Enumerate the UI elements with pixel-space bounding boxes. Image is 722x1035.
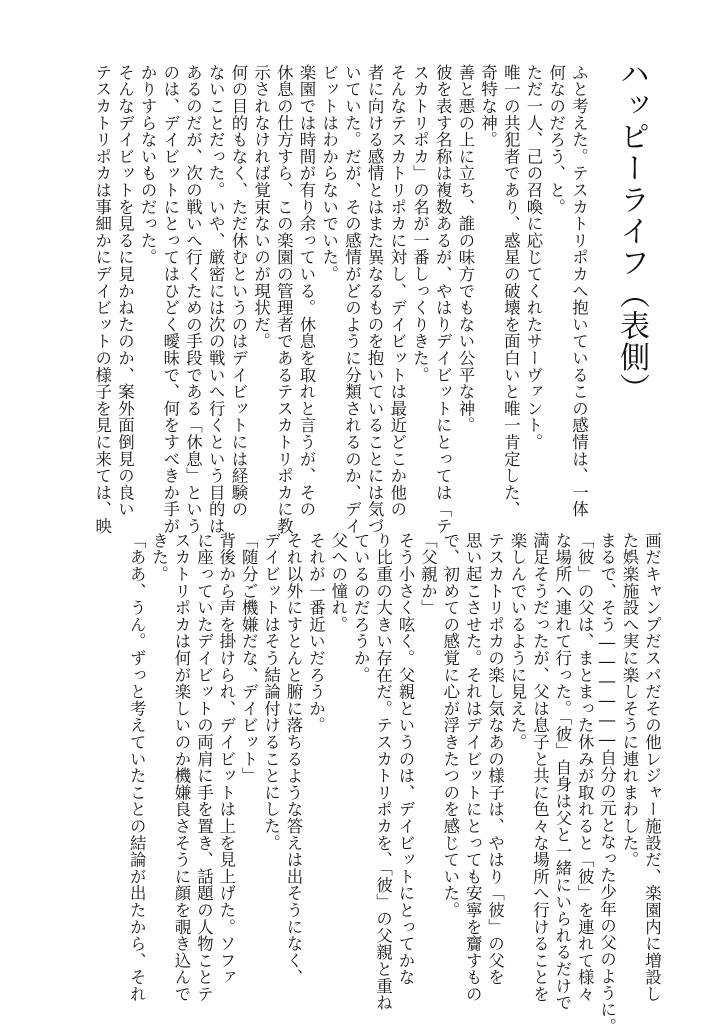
text-line: 者に向ける感情とはまた異なるものを抱いていることには気づ xyxy=(365,64,385,535)
text-line: 満足そうだったが、父は息子と共に色々な場所へ行けることを xyxy=(530,532,550,1003)
text-line: ているのだろうか。 xyxy=(351,532,371,684)
text-line: 善と悪の上に立ち、誰の味方でもない公平な神。 xyxy=(455,64,475,434)
text-line: ふと考えた。テスカトリポカへ抱いているこの感情は、一体 xyxy=(569,64,589,518)
text-line: 唯一の共犯者であり、惑星の破壊を面白いと唯一肯定した、 xyxy=(501,64,521,518)
text-line: そう小さく呟く。父親というのは、デイビットにとってかな xyxy=(396,532,415,986)
text-line: り比重の大きい存在だ。テスカトリポカを、「彼」の父親と重ね xyxy=(373,532,393,1011)
text-line: まるで、そう――――――自分の元となった少年の父のように。 xyxy=(597,532,617,1035)
text-line: 彼を表す名称は複数あるが、やはりデイビットにとっては「テ xyxy=(433,64,453,535)
text-line: 「随分ご機嫌だな、デイビット」 xyxy=(239,532,259,784)
text-line: に座っていたデイビットの両肩に手を置き、話題の人物ことテ xyxy=(194,532,214,1003)
text-line: 背後から声を掛けられ、デイビットは上を見上げた。ソファ xyxy=(216,532,236,986)
text-line: そんなテスカトリポカに対し、デイビットは最近どこか他の xyxy=(387,64,407,518)
text-line: た娯楽施設へ実に楽しそうに連れまわした。 xyxy=(620,532,639,868)
text-line: デイビットはそう結論付けることにした。 xyxy=(261,532,281,852)
text-line: かりすらないものだった。 xyxy=(138,64,158,266)
text-line: 休息の仕方すら、この楽園の管理者であるテスカトリポカに教 xyxy=(274,64,294,535)
text-line: テスカトリポカの楽し気なあの様子は、やはり「彼」の父を xyxy=(485,532,505,986)
text-line: ないことだった。いや、厳密には次の戦いへ行くという目的は xyxy=(206,64,226,535)
text-line: な場所へ連れて行った。「彼」自身は父と一緒にいられるだけで xyxy=(552,532,572,1011)
text-line: 楽しんでいるように見えた。 xyxy=(508,532,527,751)
text-line: ビットはわからないでいた。 xyxy=(319,64,339,283)
text-line: 示されなければ覚束ないのが現状だ。 xyxy=(251,64,271,350)
text-line: 「彼」の父は、まとまった休みが取れると「彼」を連れて様々 xyxy=(575,532,595,1003)
text-line: きた。 xyxy=(149,532,169,583)
text-line: 奇特な神。 xyxy=(478,64,498,148)
text-line: のは、デイビットにとってはひどく曖昧で、何をすべきか手が xyxy=(160,64,180,535)
text-line: 画だキャンプだスパだその他レジャー施設だ、楽園内に増設し xyxy=(642,532,662,1003)
chapter-title: ハッピーライフ（表側） xyxy=(614,58,649,405)
text-line: 父への憧れ。 xyxy=(328,532,348,633)
text-line: あるのだが、次の戦いへ行くための手段である「休息」という xyxy=(183,64,203,535)
text-line: 楽園では時間が有り余っている。休息を取れと言うが、その xyxy=(297,64,316,518)
text-line: スカトリポカ」の名が一番しっくりきた。 xyxy=(410,64,430,384)
text-line: 思い起こさせた。それはデイビットにとっても安寧を齎すもの xyxy=(463,532,483,1003)
text-line: それが一番近いだろうか。 xyxy=(306,532,326,734)
text-line: 何なのだろう、と。 xyxy=(546,64,566,216)
text-line: いていた。だが、その感情がどのように分類されるのか、デイ xyxy=(342,64,362,535)
text-line: スカトリポカは何が楽しいのか機嫌良さそうに顔を覗き込んで xyxy=(172,532,191,1003)
text-line: それ以外にすとんと腑に落ちるような答えは出そうになく、 xyxy=(284,532,303,986)
text-line: 何の目的もなく、ただ休むというのはデイビットには経験の xyxy=(228,64,248,518)
text-line: 「父親か」 xyxy=(418,532,438,616)
text-line: テスカトリポカは事細かにデイビットの様子を見に来ては、映 xyxy=(92,64,112,535)
text-line: そんなデイビットを見るに見かねたのか、案外面倒見の良い xyxy=(115,64,135,518)
text-line: ただ一人、己の召喚に応じてくれたサーヴァント。 xyxy=(524,64,543,451)
text-line: で、初めての感覚に心が浮きたつのを感じていた。 xyxy=(440,532,460,919)
text-line: 「ああ、うん。ずっと考えていたことの結論が出たから、それ xyxy=(127,532,147,1003)
